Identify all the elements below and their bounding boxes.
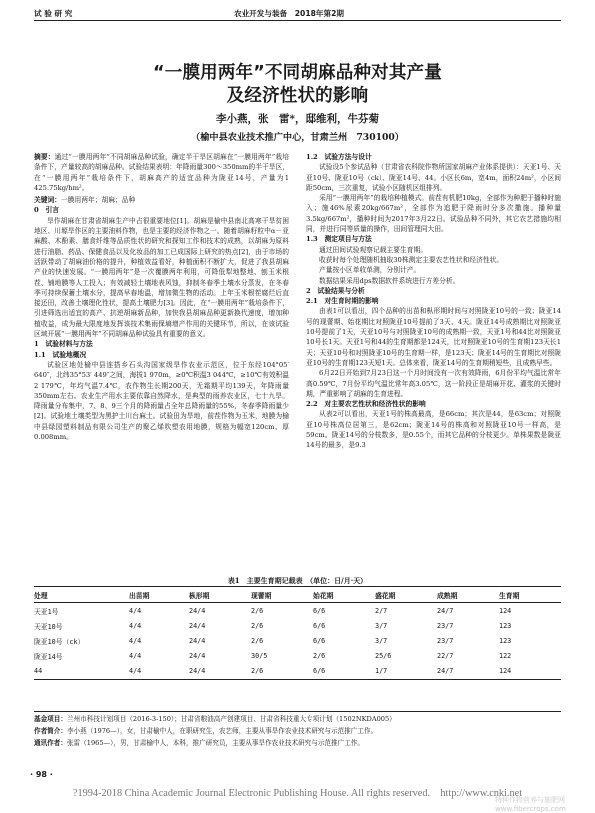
article-title bbox=[0, 62, 595, 108]
table-cell: 123 bbox=[499, 636, 512, 645]
table-header-cell: 现蕾期 bbox=[251, 591, 272, 600]
table-row bbox=[34, 649, 561, 664]
table-cell: 24/4 bbox=[189, 606, 206, 615]
table-cell: 24/4 bbox=[189, 667, 206, 676]
table-cell: 25/6 bbox=[375, 652, 392, 661]
table-cell: 4/4 bbox=[129, 667, 142, 676]
abstract-text: 通过“一膜用两年”不同胡麻品种试验，确定半干旱区胡麻在“一膜用两年”栽培条件下，产量较高的胡麻品种。试验结果表明：年降雨量300～350mm的半干旱区，在“一膜用两年”栽培条件下，胡麻高产的适宜品种为陇亚14号，产量为1 425.75kg/hm²。 bbox=[34, 153, 289, 192]
design-paragraph-1: 试验设5个参试品种（甘肃省农科院作物所国家胡麻产业体系提供）：天亚1号、天亚10号、陇亚10号（ck）、陇亚14号、44。小区长6m，宽4m，面积24m²，小区间距50cm，三次重复，试验小区随机区组排列。 bbox=[306, 163, 561, 192]
table-cell: 24/7 bbox=[437, 606, 454, 615]
table-cell: 24/4 bbox=[189, 636, 206, 645]
table-cell: 24/4 bbox=[189, 621, 206, 630]
site-paragraph: 试验区地处榆中县连搭乡石头沟国家级旱作农业示范区，位于东经104°05′ 640″，北纬35°53′ 449″之间，海拔1 970m，≥0℃积温3 044℃，≥10℃有效积温2 179℃，年均气温7.4℃，农作物生长期200天，无霜期平均139天，年降雨量350mm左右。农业生产用水主要依靠自然降水，是典型的雨养农业区，七十九旱。降雨量分布集中，7、8、9三个月的降雨量占全年总降雨量的55%，冬春季降雨量少[2]。试验地土壤类型为黑护土川台麻土。试验田为旱地，前茬作物为玉米，地膜为榆中县绿园塑料制品有限公司生产的聚乙烯吹塑农用地膜，规格为幅宽120cm、厚0.008mm。 bbox=[34, 360, 289, 442]
watermark: 特种作物营养与施肥网 www.fibercrops.com bbox=[495, 796, 566, 813]
table-cell: 天亚10号 bbox=[34, 622, 63, 631]
table-cell: 30/5 bbox=[251, 652, 268, 661]
table-header-row bbox=[34, 587, 561, 603]
table-cell: 4/4 bbox=[129, 606, 142, 615]
footnote-text: 兰州市科技计划项目（2016-3-150）；甘肃省粮油高产创建项目、甘肃省科技重大专项计划（1502NKDA005） bbox=[66, 715, 396, 723]
footnote-label: 通讯作者： bbox=[34, 739, 67, 747]
table-row bbox=[34, 603, 561, 619]
keywords bbox=[34, 195, 289, 205]
table-header-cell: 出苗期 bbox=[129, 591, 150, 600]
footnote-author bbox=[34, 726, 561, 737]
journal-issue: 农业开发与装备 2018年第2期 bbox=[234, 9, 344, 18]
table-cell: 6/6 bbox=[313, 667, 326, 676]
footnote-rule bbox=[34, 711, 561, 712]
table-caption: 表1 主要生育期记载表 （单位：日/月·天） bbox=[227, 576, 368, 585]
keywords-text: 一膜用两年；胡麻；品种 bbox=[61, 196, 136, 205]
footnote-label: 基金项目： bbox=[34, 715, 67, 723]
table-cell: 1/7 bbox=[375, 667, 388, 676]
abstract bbox=[34, 152, 289, 193]
table-cell: 24/7 bbox=[437, 667, 454, 676]
footnote-funding bbox=[34, 714, 561, 725]
copyright-line: ?1994-2018 China Academic Journal Electronic Publishing House. All rights reserved. http://www.cnki.net bbox=[72, 788, 523, 799]
footnote-label: 作者简介： bbox=[34, 727, 67, 735]
subsection-heading-site: 1.1 试验地概况 bbox=[34, 350, 87, 359]
abstract-label: 摘要： bbox=[34, 153, 55, 161]
section-label: 试 验 研 究 bbox=[34, 9, 73, 18]
subsection-heading-design: 1.2 试验方法与设计 bbox=[306, 153, 372, 161]
page-number: · 98 · bbox=[30, 770, 53, 779]
table-cell: 6/6 bbox=[313, 606, 326, 615]
table-cell: 124 bbox=[499, 606, 512, 615]
table-cell: 6/6 bbox=[313, 636, 326, 645]
table-cell: 2/6 bbox=[251, 667, 264, 676]
section-heading-intro: 0 引言 bbox=[34, 206, 59, 215]
footnote-text: 李小燕（1976—），女，甘肃榆中人，在职研究生，农艺师，主要从事旱作农业技术研究与示范推广工作。 bbox=[66, 727, 378, 735]
intro-paragraph: 旱作胡麻在甘肃省胡麻生产中占很重要地位[1]。胡麻是榆中县南北高寒干旱贫困地区、川塬旱作区的主要油料作物，也是主要的经济作物之一。随着胡麻籽粒中α－亚麻酸、木酚素、膳食纤维等品质性状的研究和探知工作和技术的成熟，以胡麻为原料进行油脂、药品、保健食品以及化妆品的加工已成国际上研究的热点[2]，由于市场的活跃带动了胡麻油价格的提升，种植效益看好，种植面积不断扩大，促进了我县胡麻产业的快速发展。“一膜用两年”是一次覆膜两年利用，可降低犁地整地、刨玉米根茬、铺地膜等人工投入；有效减轻土壤地表风蚀，抑制冬春季土壤水分蒸发，在冬春季可持续保蓄土壤水分，提高早春地温，增加微生物的活动。上年玉米根茬腐烂后直接还田，改善土壤理化性状，提高土壤肥力[3]。因此，在“一膜用两年”栽培条件下，引进筛选出适宜的高产、抗逆胡麻新品种，加快我县胡麻品种更新换代速度，增加种植收益，成为最大限度地发挥该技术集雨保墒增产作用的关键环节，所以，在该试验区域开展“一膜用两年”不同胡麻品种试验具有重要的意义。 bbox=[34, 216, 289, 339]
table-header-cell: 成熟期 bbox=[437, 591, 458, 600]
table-cell: 3/7 bbox=[375, 636, 388, 645]
table-cell: 122 bbox=[499, 652, 512, 661]
results-paragraph-3: 从表2可以看出，天亚1号的株高最高，是66cm；其次是44，是63cm；对照陇亚10号株高位居第三，是62cm；陇亚14号的株高和对照陇亚10号一样高，是59cm。陇亚14号的分枝数多，是0.55个，而其它品种的分枝更少。单株果数是陇亚14号的最多，是9.3 bbox=[306, 410, 561, 450]
table-row bbox=[34, 664, 561, 680]
keywords-label: 关键词： bbox=[34, 196, 62, 205]
title-line-2: 及经济性状的影响 bbox=[226, 86, 369, 106]
table-cell: 124 bbox=[499, 667, 512, 676]
right-column bbox=[306, 152, 561, 451]
table-cell: 24/4 bbox=[189, 652, 206, 661]
subsection-heading-growth: 2.1 对生育时期的影响 bbox=[306, 297, 379, 306]
method-paragraph-2: 收获时每个处理随机抽取30株测定主要农艺性状和经济性状。 bbox=[319, 255, 504, 264]
subsection-heading-traits: 2.2 对主要农艺性状和经济性状的影响 bbox=[306, 400, 426, 409]
table-cell: 3/7 bbox=[375, 621, 388, 630]
table-row bbox=[34, 618, 561, 633]
table-cell: 天亚1号 bbox=[34, 607, 59, 616]
title-line-1: “一膜用两年”不同胡麻品种对其产量 bbox=[153, 63, 442, 83]
affiliation: （榆中县农业技术推广中心，甘肃兰州 730100） bbox=[191, 132, 404, 143]
table-cell: 123 bbox=[499, 621, 512, 630]
table-cell: 2/6 bbox=[251, 606, 264, 615]
table-header-cell: 生育期 bbox=[499, 591, 520, 600]
header-rule bbox=[34, 20, 561, 21]
table-cell: 22/7 bbox=[437, 652, 454, 661]
footnote-corresponding bbox=[34, 738, 561, 749]
table-cell: 2/6 bbox=[251, 621, 264, 630]
method-paragraph-1: 通过田间试验观察记载主要生育期。 bbox=[319, 245, 428, 254]
table-cell: 44 bbox=[34, 667, 43, 676]
section-heading-results: 2 试验结果与分析 bbox=[306, 286, 365, 295]
table-cell: 陇亚10号（ck） bbox=[34, 637, 85, 646]
table-cell: 陇亚14号 bbox=[34, 653, 63, 662]
table-cell: 4/4 bbox=[129, 652, 142, 661]
table-cell: 4/4 bbox=[129, 636, 142, 645]
table-header-cell: 枞形期 bbox=[189, 591, 210, 600]
subsection-heading-measure: 1.3 测定项目与方法 bbox=[306, 235, 372, 244]
table-cell: 2/7 bbox=[375, 606, 388, 615]
table-cell: 4/4 bbox=[129, 621, 142, 630]
growth-period-table bbox=[34, 586, 561, 680]
table-row bbox=[34, 633, 561, 648]
table-cell: 23/7 bbox=[437, 636, 454, 645]
authors: 李小燕，张 雷*，邸维利，牛芬菊 bbox=[216, 113, 379, 125]
table-header-cell: 始花期 bbox=[313, 591, 334, 600]
left-column bbox=[34, 152, 289, 442]
results-paragraph-2: 6月22日开始到7月23日这一个月时间没有一次有效降雨，6月份平均气温比常年高0.59℃，7月份平均气温比常年高3.05℃，这一阶段正是胡麻开花、灌浆的关键时期，严重影响了胡麻的生育进程。 bbox=[306, 369, 561, 398]
results-paragraph-1: 由表1可以看出，四个品种的出苗和枞形期时间与对照陇亚10号的一致；陇亚14号的现蕾期、始花期比对照陇亚10号提前了3天、4天。陇亚14号成熟期比对照陇亚10号提前了1天，天亚10号与对照陇亚10号的成熟期一致，天亚1号和44比对照陇亚10号长1天。天亚1号和44的生育期都是124天，比对照陇亚10号的生育期123天长1天；天亚10号和对照陇亚10号的生育期一样，是123天；陇亚14号的生育期比对照陇亚10号的生育期123天短1天。总体来看，陇亚14号的生育期稍短些，且成熟早些。 bbox=[306, 307, 561, 367]
method-paragraph-4: 数据结果采用dps数据软件系统进行方差分析。 bbox=[319, 276, 460, 285]
table-cell: 23/7 bbox=[437, 621, 454, 630]
footnote-text: 张雷（1965—），男，甘肃榆中人，本科，推广研究员，主要从事旱作农业技术研究与示范推广工作。 bbox=[66, 739, 364, 747]
table-cell: 6/6 bbox=[313, 621, 326, 630]
method-paragraph-3: 产量按小区单收单测，分别计产。 bbox=[319, 266, 421, 275]
design-paragraph-2: 采用“一膜用两年”的栽培种植模式。前茬有机肥10kg，全部作为种肥于播种时施入；施46%尿素20kg/667m²，全部作为追肥于降雨时分多次撒施。播种量3.5kg/667m²，播种时间为2017年3月22日。试验品种不同外，其它农艺措施均相同，并进行同等质量的操作，田间管理同大田。 bbox=[306, 194, 561, 234]
table-cell: 2/6 bbox=[251, 636, 264, 645]
table-header-cell: 盛花期 bbox=[375, 591, 396, 600]
section-heading-materials: 1 试验材料与方法 bbox=[34, 340, 93, 349]
table-header-cell: 处理 bbox=[34, 591, 48, 600]
table-cell: 2/6 bbox=[313, 652, 326, 661]
